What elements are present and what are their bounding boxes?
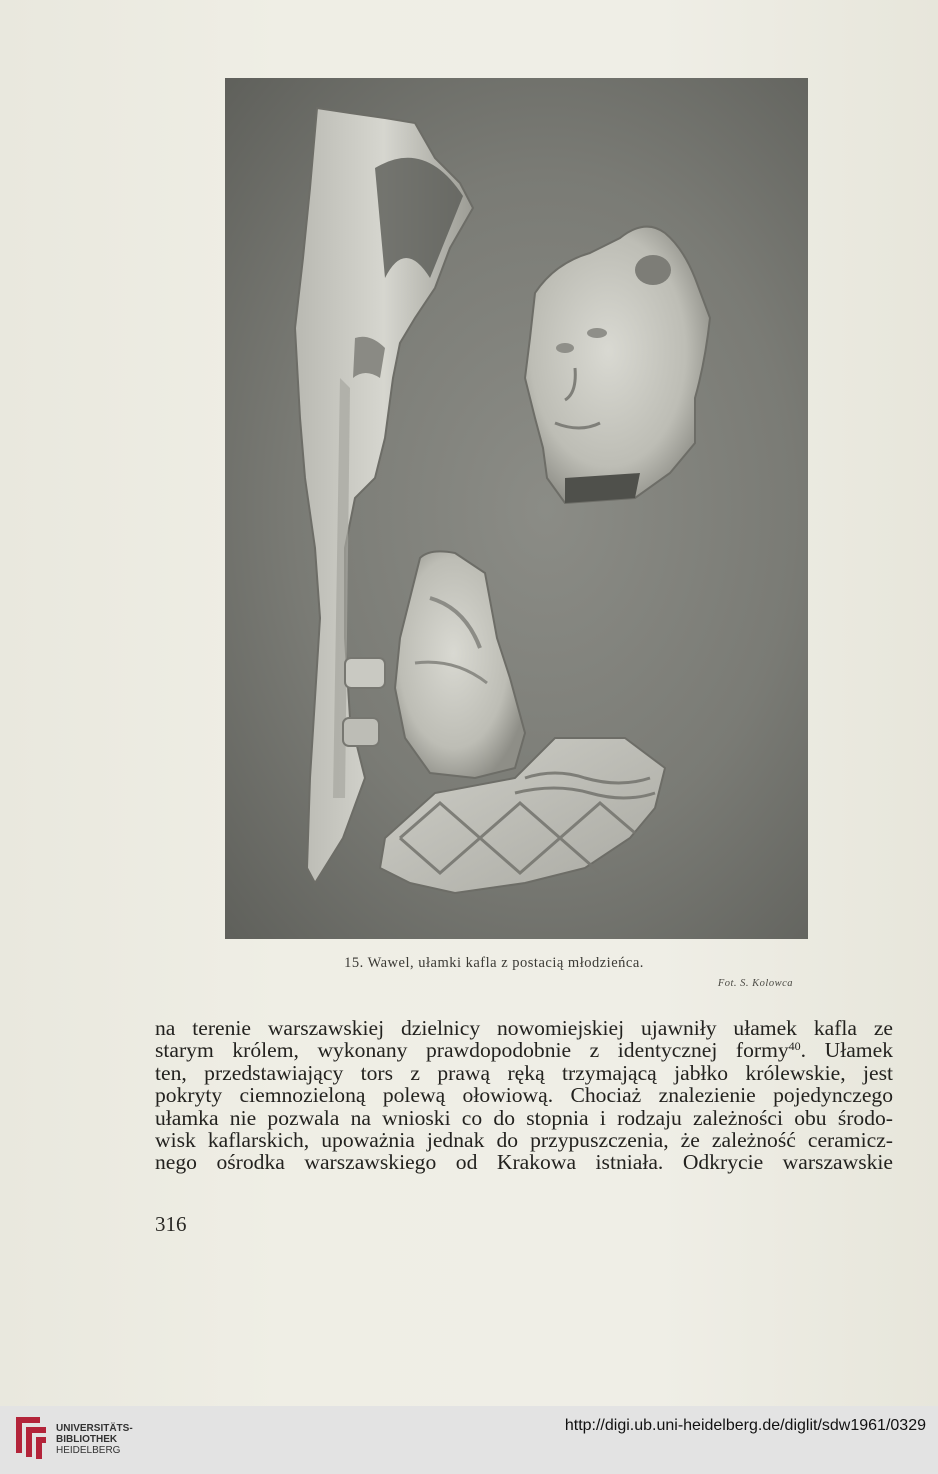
logo-line: UNIVERSITÄTS- — [56, 1423, 133, 1434]
text-line: pokryty ciemnozieloną polewą ołowiową. Chociaż znalezienie pojedynczego — [155, 1083, 893, 1108]
library-logo-text[interactable] — [56, 1423, 133, 1456]
library-logo-icon[interactable] — [12, 1413, 50, 1461]
figure-photograph — [225, 78, 808, 939]
text-line-segment: starym królem, wykonany prawdopodobnie z identycznej formy — [155, 1038, 789, 1063]
text-line-segment: . Ułamek — [800, 1038, 893, 1063]
permalink-url[interactable]: http://digi.ub.uni-heidelberg.de/diglit/sdw1961/0329 — [564, 1417, 926, 1434]
figure-caption: 15. Wawel, ułamki kafla z postacią młodzieńca. — [344, 955, 644, 971]
text-line: ten, przedstawiający tors z prawą ręką trzymającą jabłko królewskie, jest — [155, 1060, 893, 1085]
footnote-reference[interactable]: 40 — [788, 1039, 801, 1054]
head-fragment — [525, 227, 710, 503]
arm-fragment — [395, 551, 525, 778]
body-paragraph — [155, 1017, 893, 1174]
text-line — [155, 1039, 893, 1061]
logo-line: BIBLIOTHEK — [56, 1434, 118, 1445]
text-line: ułamka nie pozwala na wnioski co do stopnia i rodzaju zależności obu środo- — [155, 1105, 893, 1130]
logo-line: HEIDELBERG — [56, 1445, 121, 1456]
page-number: 316 — [155, 1212, 187, 1236]
text-line: nego ośrodka warszawskiego od Krakowa istniała. Odkrycie warszawskie — [155, 1150, 893, 1175]
text-line: wisk kaflarskich, upoważnia jednak do przypuszczenia, że zależność ceramicz- — [155, 1128, 893, 1153]
photo-credit: Fot. S. Kolowca — [717, 978, 793, 989]
tile-fragments-image — [225, 78, 808, 939]
text-line: na terenie warszawskiej dzielnicy nowomiejskiej ujawniły ułamek kafla ze — [155, 1016, 893, 1040]
